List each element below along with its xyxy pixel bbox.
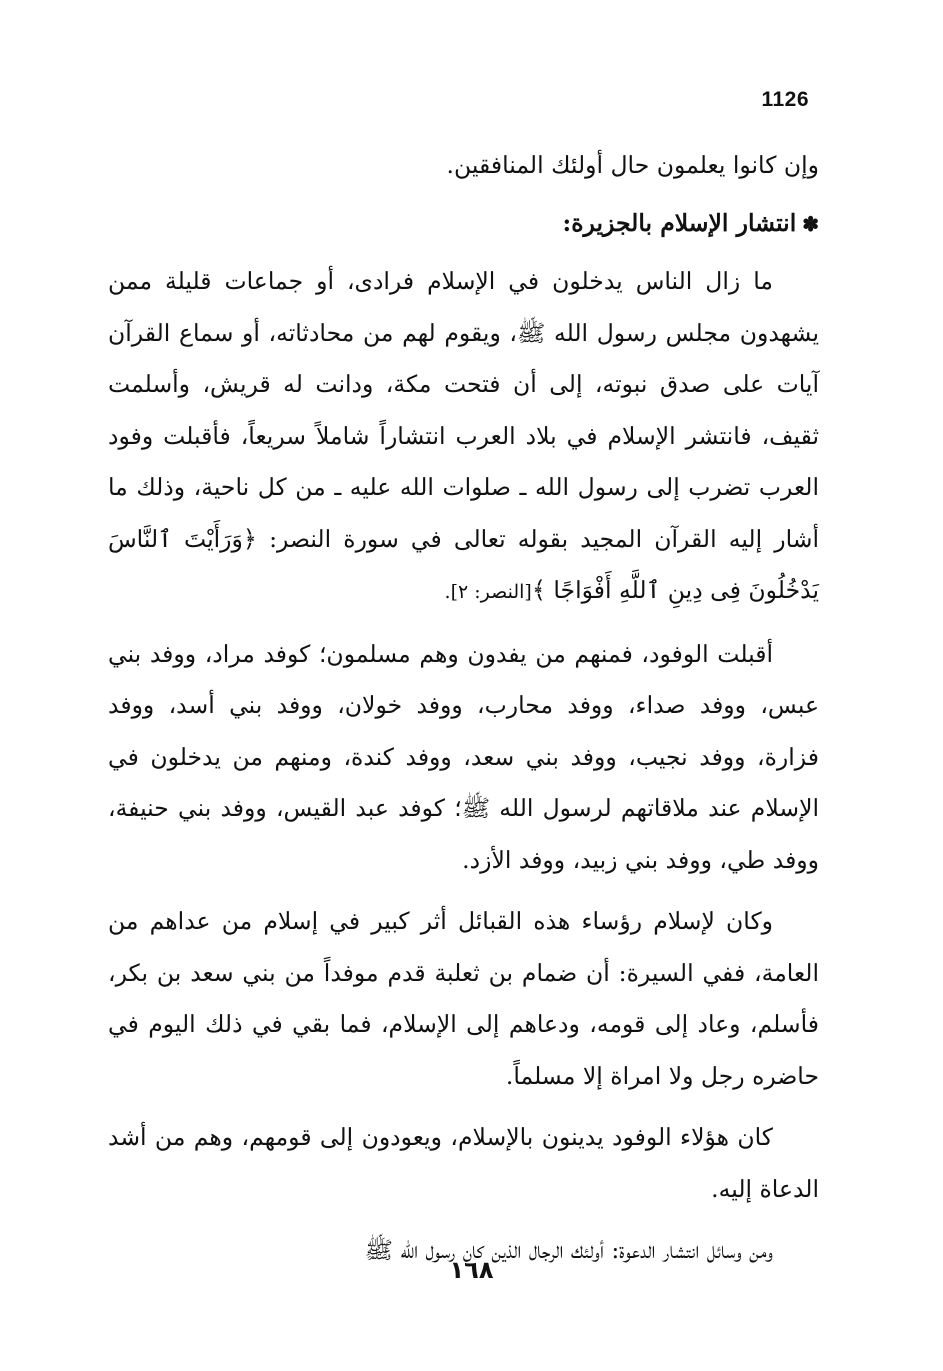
paragraph-means-of-spread: ومن وسائل انتشار الدعوة: أولئك الرجال الذين كان رسول الله ﷺ bbox=[364, 1236, 773, 1264]
section-heading bbox=[108, 198, 819, 251]
paragraph-chiefs: وكان لإسلام رؤساء هذه القبائل أثر كبير في إسلام من عداهم من العامة، ففي السيرة: أن ضمام بن ثعلبة قدم موفداً من بني سعد بن بكر، فأسلم، وعاد إلى قومه، ودعاهم إلى الإسلام، فما بقي في ذلك اليوم في حاضره رجل ولا امراة إلا مسلماً. bbox=[108, 907, 819, 1090]
running-page-number: 1126 bbox=[761, 88, 809, 111]
quran-verse: وَرَأَيْتَ ٱلنَّاسَ يَدْخُلُونَ فِى دِينِ ٱللَّهِ أَفْوَاجًا bbox=[108, 524, 819, 604]
heading-marker: ✽ bbox=[802, 211, 819, 236]
paragraph-spread-of-islam bbox=[108, 256, 819, 619]
quran-reference: [النصر: ٢]. bbox=[444, 581, 532, 603]
body-text bbox=[108, 140, 819, 1277]
page-number: ١٦٨ bbox=[449, 1256, 494, 1284]
section-heading-text: انتشار الإسلام بالجزيرة: bbox=[562, 208, 797, 237]
quran-close-bracket: ﴾ bbox=[531, 576, 546, 604]
paragraph-continuation: وإن كانوا يعلمون حال أولئك المنافقين. bbox=[446, 151, 819, 179]
paragraph-text: ما زال الناس يدخلون في الإسلام فرادى، أو جماعات قليلة ممن يشهدون مجلس رسول الله ﷺ، ويقوم لهم من محادثاته، أو سماع القرآن آيات على صدق نبوته، إلى أن فتحت مكة، ودانت له قريش، وأسلمت ثقيف، فانتشر الإسلام في بلاد العرب انتشاراً شاملاً سريعاً، فأقبلت وفود العرب تضرب إلى رسول الله ـ صلوات الله عليه ـ من كل ناحية، وذلك ما أشار إليه القرآن المجيد بقوله تعالى في سورة النصر: bbox=[108, 267, 819, 553]
quran-open-bracket: ﴿ bbox=[242, 524, 257, 553]
paragraph-delegations: أقبلت الوفود، فمنهم من يفدون وهم مسلمون؛ كوفد مراد، ووفد بني عبس، ووفد صداء، ووفد محارب، ووفد خولان، ووفد بني أسد، ووفد فزارة، ووفد نجيب، ووفد بني سعد، ووفد كندة، ومنهم من يدخلون في الإسلام عند ملاقاتهم لرسول الله ﷺ؛ كوفد عبد القيس، ووفد بني حنيفة، ووفد طي، ووفد بني زبيد، ووفد الأزد. bbox=[108, 639, 819, 874]
paragraph-callers: كان هؤلاء الوفود يدينون بالإسلام، ويعودون إلى قومهم، وهم من أشد الدعاة إليه. bbox=[108, 1123, 819, 1203]
